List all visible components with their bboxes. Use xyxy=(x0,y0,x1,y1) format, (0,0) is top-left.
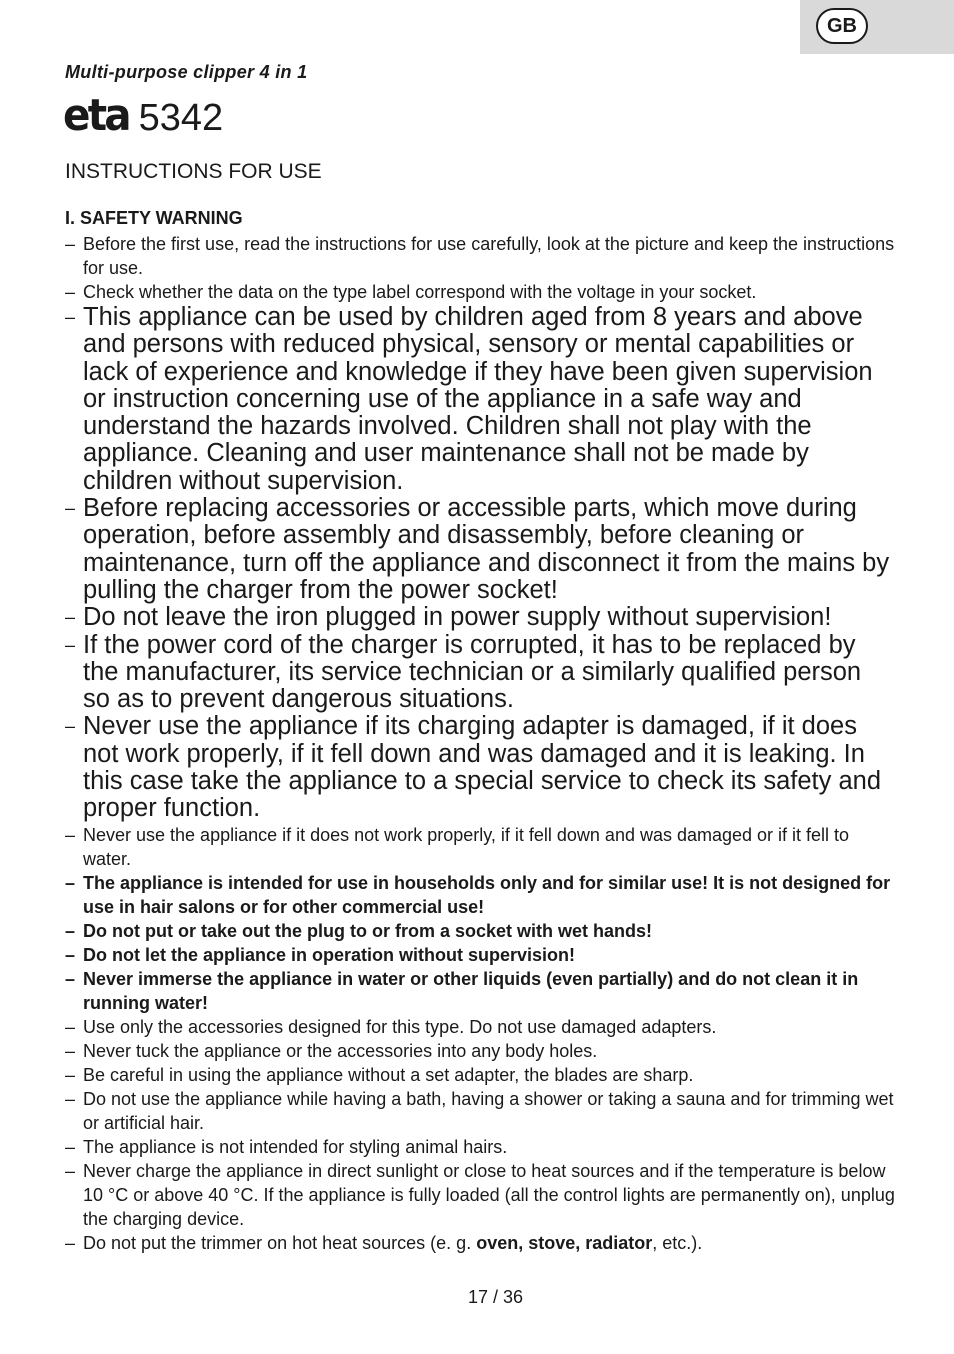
list-item-text: Check whether the data on the type label correspond with the voltage in your socket. xyxy=(83,282,757,302)
language-tab xyxy=(800,0,954,54)
list-item-text: Never use the appliance if its charging adapter is damaged, if it does not work properly, if it fell down and was damaged and it is leaking. In this case take the appliance to a special service to check its safety and proper function. xyxy=(83,712,882,823)
list-dash: – xyxy=(65,1136,76,1157)
list-dash: – xyxy=(65,968,76,989)
list-item-text: Do not let the appliance in operation without supervision! xyxy=(83,944,576,965)
list-dash: – xyxy=(65,634,76,655)
list-dash: – xyxy=(65,1064,76,1085)
list-item xyxy=(65,304,895,495)
list-dash: – xyxy=(65,920,76,941)
list-item-text: Before replacing accessories or accessible parts, which move during operation, before assembly and disassembly, before cleaning or maintenance, turn off the appliance and disconnect it from the mains by pulling the charger from the power socket! xyxy=(83,494,890,604)
list-dash: – xyxy=(65,1160,76,1181)
list-item-text: Do not use the appliance while having a bath, having a shower or taking a sauna and for trimming wet or artificial hair. xyxy=(83,1088,894,1133)
brand-logo: eta xyxy=(63,90,129,141)
list-dash: – xyxy=(65,824,76,845)
list-dash: – xyxy=(65,872,76,893)
list-item xyxy=(65,1135,895,1159)
list-dash: – xyxy=(65,1232,76,1253)
model-number: 5342 xyxy=(138,97,224,139)
list-item-text-after: , etc.). xyxy=(652,1232,703,1253)
safety-warning-list xyxy=(65,232,895,1255)
list-dash: – xyxy=(65,716,76,737)
brand-heading xyxy=(63,90,223,140)
list-item-text: The appliance is intended for use in households only and for similar use! It is not designed for use in hair salons or for other commercial use! xyxy=(83,872,891,917)
product-subtitle: Multi-purpose clipper 4 in 1 xyxy=(65,62,308,82)
list-item xyxy=(65,280,895,304)
list-item xyxy=(65,604,895,631)
list-item-text-before: Do not put the trimmer on hot heat sources (e. g. xyxy=(83,1232,477,1253)
list-item xyxy=(65,967,895,1015)
list-item xyxy=(65,943,895,967)
instructions-title: INSTRUCTIONS FOR USE xyxy=(65,160,322,183)
list-item xyxy=(65,1159,895,1231)
list-item xyxy=(65,823,895,871)
list-item-text: Do not put or take out the plug to or from a socket with wet hands! xyxy=(83,920,653,941)
list-dash: – xyxy=(65,498,76,519)
list-item xyxy=(65,632,895,714)
list-item xyxy=(65,871,895,919)
list-dash: – xyxy=(65,1040,76,1061)
page-number: 17 / 36 xyxy=(467,1287,524,1307)
list-item xyxy=(65,495,895,604)
list-item-text: Never immerse the appliance in water or other liquids (even partially) and do not clean it in running water! xyxy=(83,968,859,1013)
list-item-text: Before the first use, read the instructions for use carefully, look at the picture and keep the instructions for use. xyxy=(83,234,895,278)
list-item-text: Never tuck the appliance or the accessories into any body holes. xyxy=(83,1040,598,1061)
language-badge: GB xyxy=(816,8,868,44)
list-dash: – xyxy=(65,1088,76,1109)
list-item xyxy=(65,1063,895,1087)
list-item-text: Do not leave the iron plugged in power supply without supervision! xyxy=(83,603,832,632)
list-item-text: The appliance is not intended for styling animal hairs. xyxy=(83,1136,508,1157)
list-item-text: Use only the accessories designed for this type. Do not use damaged adapters. xyxy=(83,1016,717,1037)
list-item xyxy=(65,232,895,280)
section-heading: I. SAFETY WARNING xyxy=(65,208,243,228)
list-dash: – xyxy=(65,307,76,327)
list-dash: – xyxy=(65,234,76,254)
list-dash: – xyxy=(65,944,76,965)
list-item xyxy=(65,1015,895,1039)
list-item xyxy=(65,1231,895,1255)
list-item xyxy=(65,919,895,943)
list-dash: – xyxy=(65,282,76,302)
list-item-text: Be careful in using the appliance without a set adapter, the blades are sharp. xyxy=(83,1064,694,1085)
list-item-text: If the power cord of the charger is corrupted, it has to be replaced by the manufacturer, its service technician or a similarly qualified person so as to prevent dangerous situations. xyxy=(83,630,862,714)
list-item xyxy=(65,1039,895,1063)
list-item-text: Never use the appliance if it does not work properly, if it fell down and was damaged or if it fell to water. xyxy=(83,824,850,869)
list-dash: – xyxy=(65,1016,76,1037)
list-item xyxy=(65,1087,895,1135)
list-item xyxy=(65,713,895,822)
list-item-text-bold: oven, stove, radiator xyxy=(476,1232,653,1253)
list-item-text: Never charge the appliance in direct sunlight or close to heat sources and if the temperature is below 10 °C or above 40 °C. If the appliance is fully loaded (all the control lights are permanently on), unplug the charging device. xyxy=(83,1160,895,1229)
list-dash: – xyxy=(65,607,76,628)
list-item-text: This appliance can be used by children aged from 8 years and above and persons with reduced physical, sensory or mental capabilities or lack of experience and knowledge if they have been given supervision or instruction concerning use of the appliance in a safe way and understand the hazards involved. Children shall not play with the appliance. Cleaning and user maintenance shall not be made by children without supervision. xyxy=(83,303,873,495)
